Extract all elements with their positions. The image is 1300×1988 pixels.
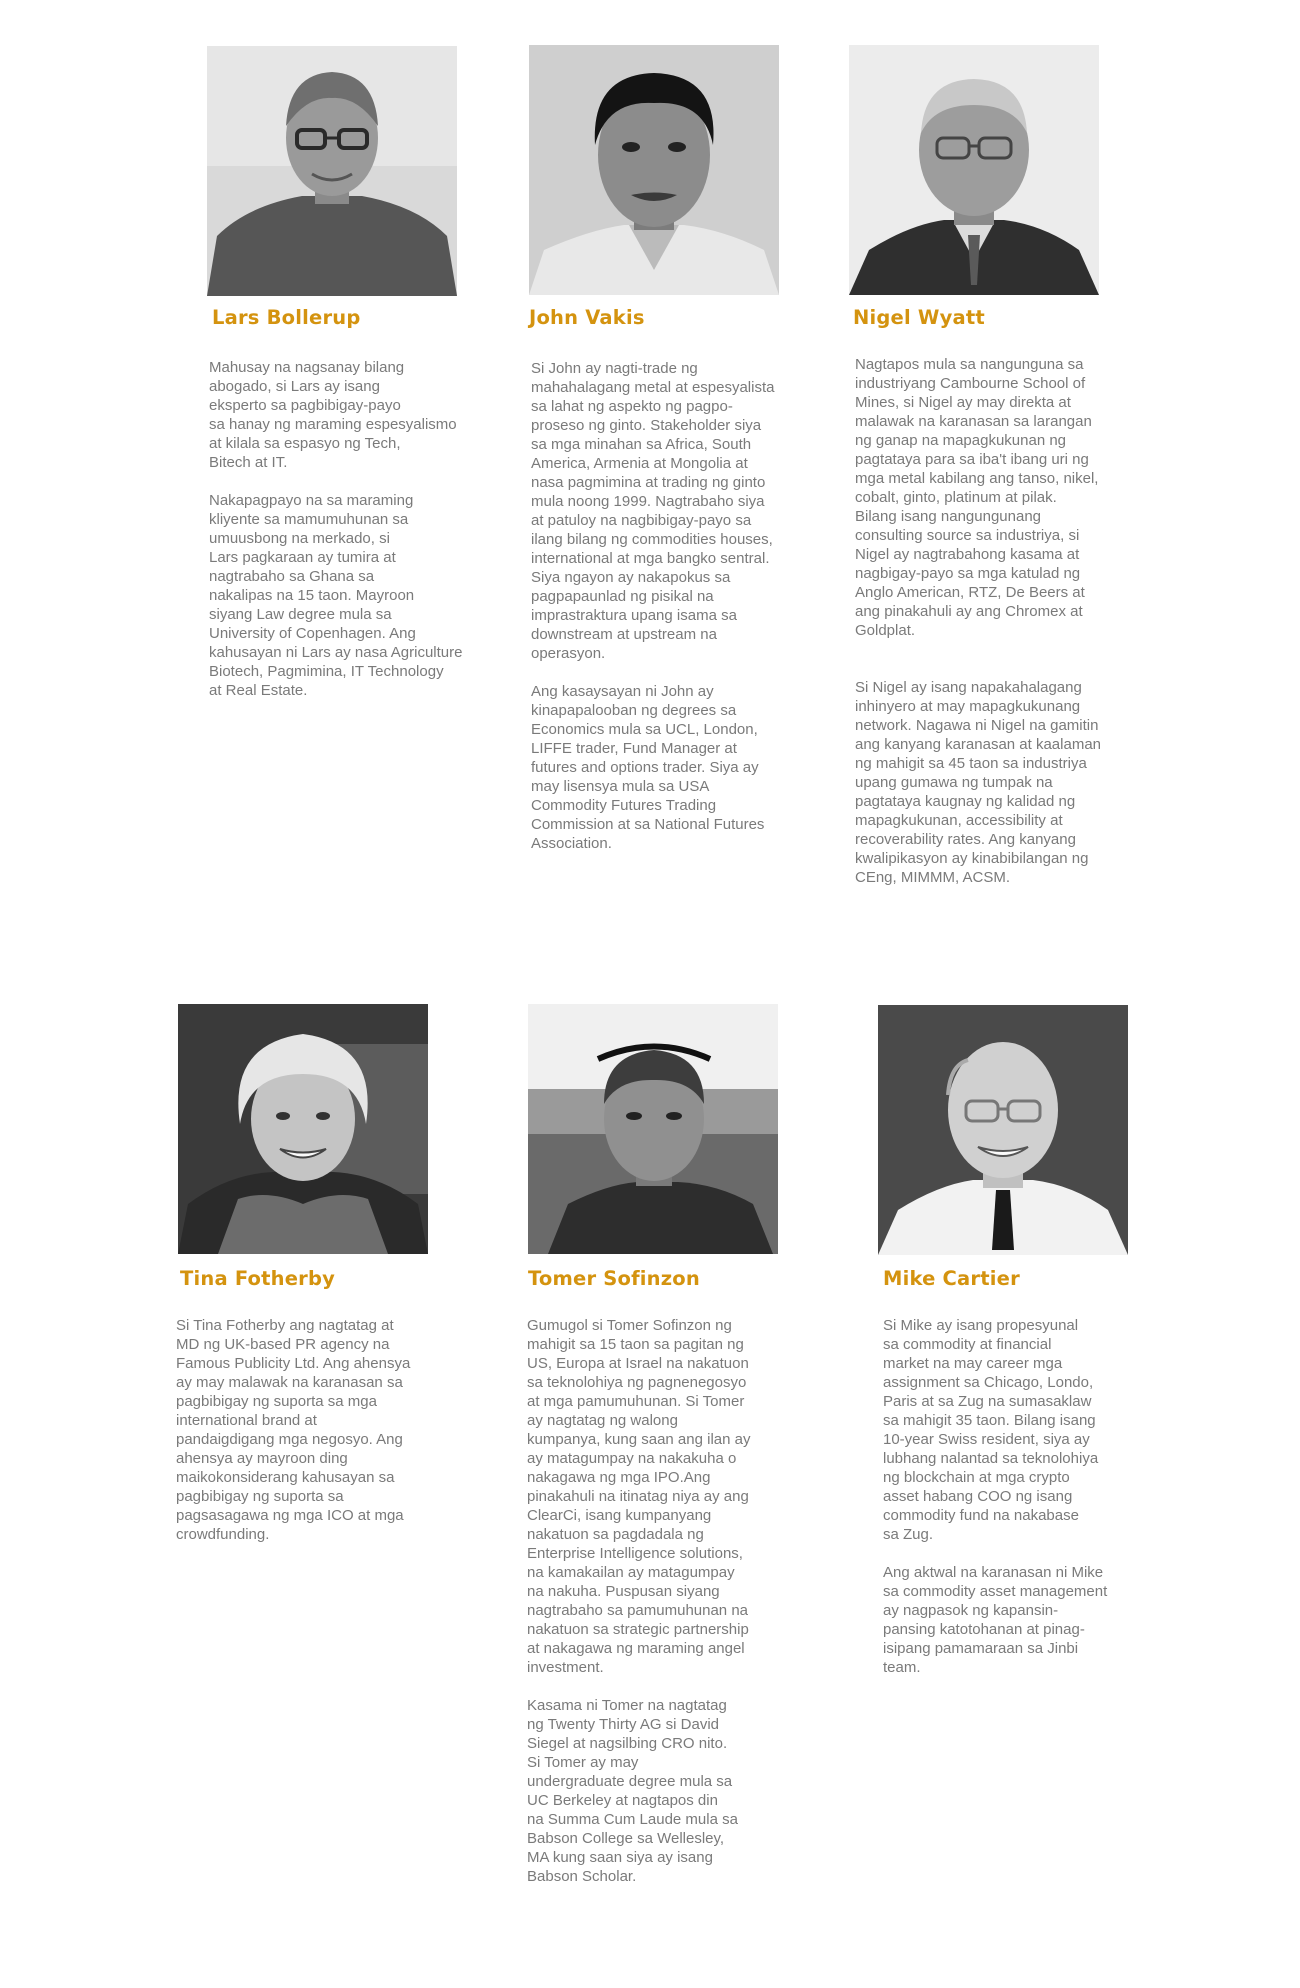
member-bio: Si Tina Fotherby ang nagtatag at MD ng UK-based PR agency na Famous Publicity Ltd. Ang ahensya ay may malawak na karanasan sa pagbibigay ng suporta sa mga international brand at pandaigdigang mga negosyo. Ang ahensya ay mayroon ding maikokonsiderang kahusayan sa pagbibigay ng suporta sa pagsasagawa ng mga ICO at mga crowdfunding. (176, 1317, 411, 1543)
portrait-image (849, 45, 1099, 295)
member-bio: Mahusay na nagsanay bilang abogado, si Lars ay isang eksperto sa pagbibigay-payo sa hanay ng maraming espesyalismo at kilala sa espasyo ng Tech, Bitech at IT. Nakapagpayo na sa maraming kliyente sa mamumuhunan sa umuusbong na merkado, si Lars pagkaraan ay tumira at nagtrabaho sa Ghana sa nakalipas na 15 taon. Mayroon siyang Law degree mula sa University of Copenhagen. Ang kahusayan ni Lars ay nasa Agriculture Biotech, Pagmimina, IT Technology at Real Estate. (209, 359, 463, 699)
member-name: Tomer Sofinzon (528, 1267, 700, 1290)
portrait-image (878, 1005, 1128, 1255)
member-photo (529, 45, 779, 295)
member-photo (528, 1004, 778, 1254)
member-name: John Vakis (529, 306, 645, 329)
member-photo (207, 46, 457, 296)
member-name: Nigel Wyatt (853, 306, 985, 329)
portrait-image (207, 46, 457, 296)
member-photo (878, 1005, 1128, 1255)
member-name: Lars Bollerup (212, 306, 361, 329)
member-bio: Nagtapos mula sa nangunguna sa industriyang Cambourne School of Mines, si Nigel ay may direkta at malawak na karanasan sa larangan ng ganap na mapagkukunan ng pagtataya para sa iba't ibang uri ng mga metal kabilang ang tanso, nikel, cobalt, ginto, platinum at pilak. Bilang isang nangungunang consulting source sa industriya, si Nigel ay nagtrabahong kasama at nagbigay-payo sa mga katulad ng Anglo American, RTZ, De Beers at ang pinakahuli ay ang Chromex at Goldplat. Si Nigel ay isang napakahalagang inhinyero at may mapagkukunang network. Nagawa ni Nigel na gamitin ang kanyang karanasan at kaalaman ng mahigit sa 45 taon sa industriya upang gumawa ng tumpak na pagtataya kaugnay ng kalidad ng mapagkukunan, accessibility at recoverability rates. Ang kanyang kwalipikasyon ay kinabibilangan ng CEng, MIMMM, ACSM. (855, 356, 1102, 886)
portrait-image (529, 45, 779, 295)
member-bio: Si John ay nagti-trade ng mahahalagang metal at espesyalista sa lahat ng aspekto ng pagpo- proseso ng ginto. Stakeholder siya sa mga minahan sa Africa, South America, Armenia at Mongolia at nasa pagmimina at trading ng ginto mula noong 1999. Nagtrabaho siya at patuloy na nagbibigay-payo sa ilang bilang ng commodities houses, international at mga bangko sentral. Siya ngayon ay nakapokus sa pagpapaunlad ng pisikal na imprastraktura upang isama sa downstream at upstream na operasyon. Ang kasaysayan ni John ay kinapapalooban ng degrees sa Economics mula sa UCL, London, LIFFE trader, Fund Manager at futures and options trader. Siya ay may lisensya mula sa USA Commodity Futures Trading Commission at sa National Futures Association. (531, 360, 775, 852)
member-name: Mike Cartier (883, 1267, 1020, 1290)
member-photo (849, 45, 1099, 295)
portrait-image (528, 1004, 778, 1254)
member-bio: Si Mike ay isang propesyunal sa commodity at financial market na may career mga assignment sa Chicago, Londo, Paris at sa Zug na sumasaklaw sa mahigit 35 taon. Bilang isang 10-year Swiss resident, siya ay lubhang nalantad sa teknolohiya ng blockchain at mga crypto asset habang COO ng isang commodity fund na nakabase sa Zug. Ang aktwal na karanasan ni Mike sa commodity asset management ay nagpasok ng kapansin- pansing katotohanan at pinag- isipang pamamaraan sa Jinbi team. (883, 1317, 1108, 1676)
portrait-image (178, 1004, 428, 1254)
member-name: Tina Fotherby (180, 1267, 336, 1290)
member-bio: Gumugol si Tomer Sofinzon ng mahigit sa 15 taon sa pagitan ng US, Europa at Israel na nakatuon sa teknolohiya ng pagnenegosyo at mga pamumuhunan. Si Tomer ay nagtatag ng walong kumpanya, kung saan ang ilan ay ay matagumpay na nakakuha o nakagawa ng mga IPO.Ang pinakahuli na itinatag niya ay ang ClearCi, isang kumpanyang nakatuon sa pagdadala ng Enterprise Intelligence solutions, na kamakailan ay matagumpay na nakuha. Puspusan siyang nagtrabaho sa pamumuhunan na nakatuon sa strategic partnership at nakagawa ng maraming angel investment. Kasama ni Tomer na nagtatag ng Twenty Thirty AG si David Siegel at nagsilbing CRO nito. Si Tomer ay may undergraduate degree mula sa UC Berkeley at nagtapos din na Summa Cum Laude mula sa Babson College sa Wellesley, MA kung saan siya ay isang Babson Scholar. (527, 1317, 751, 1885)
member-photo (178, 1004, 428, 1254)
